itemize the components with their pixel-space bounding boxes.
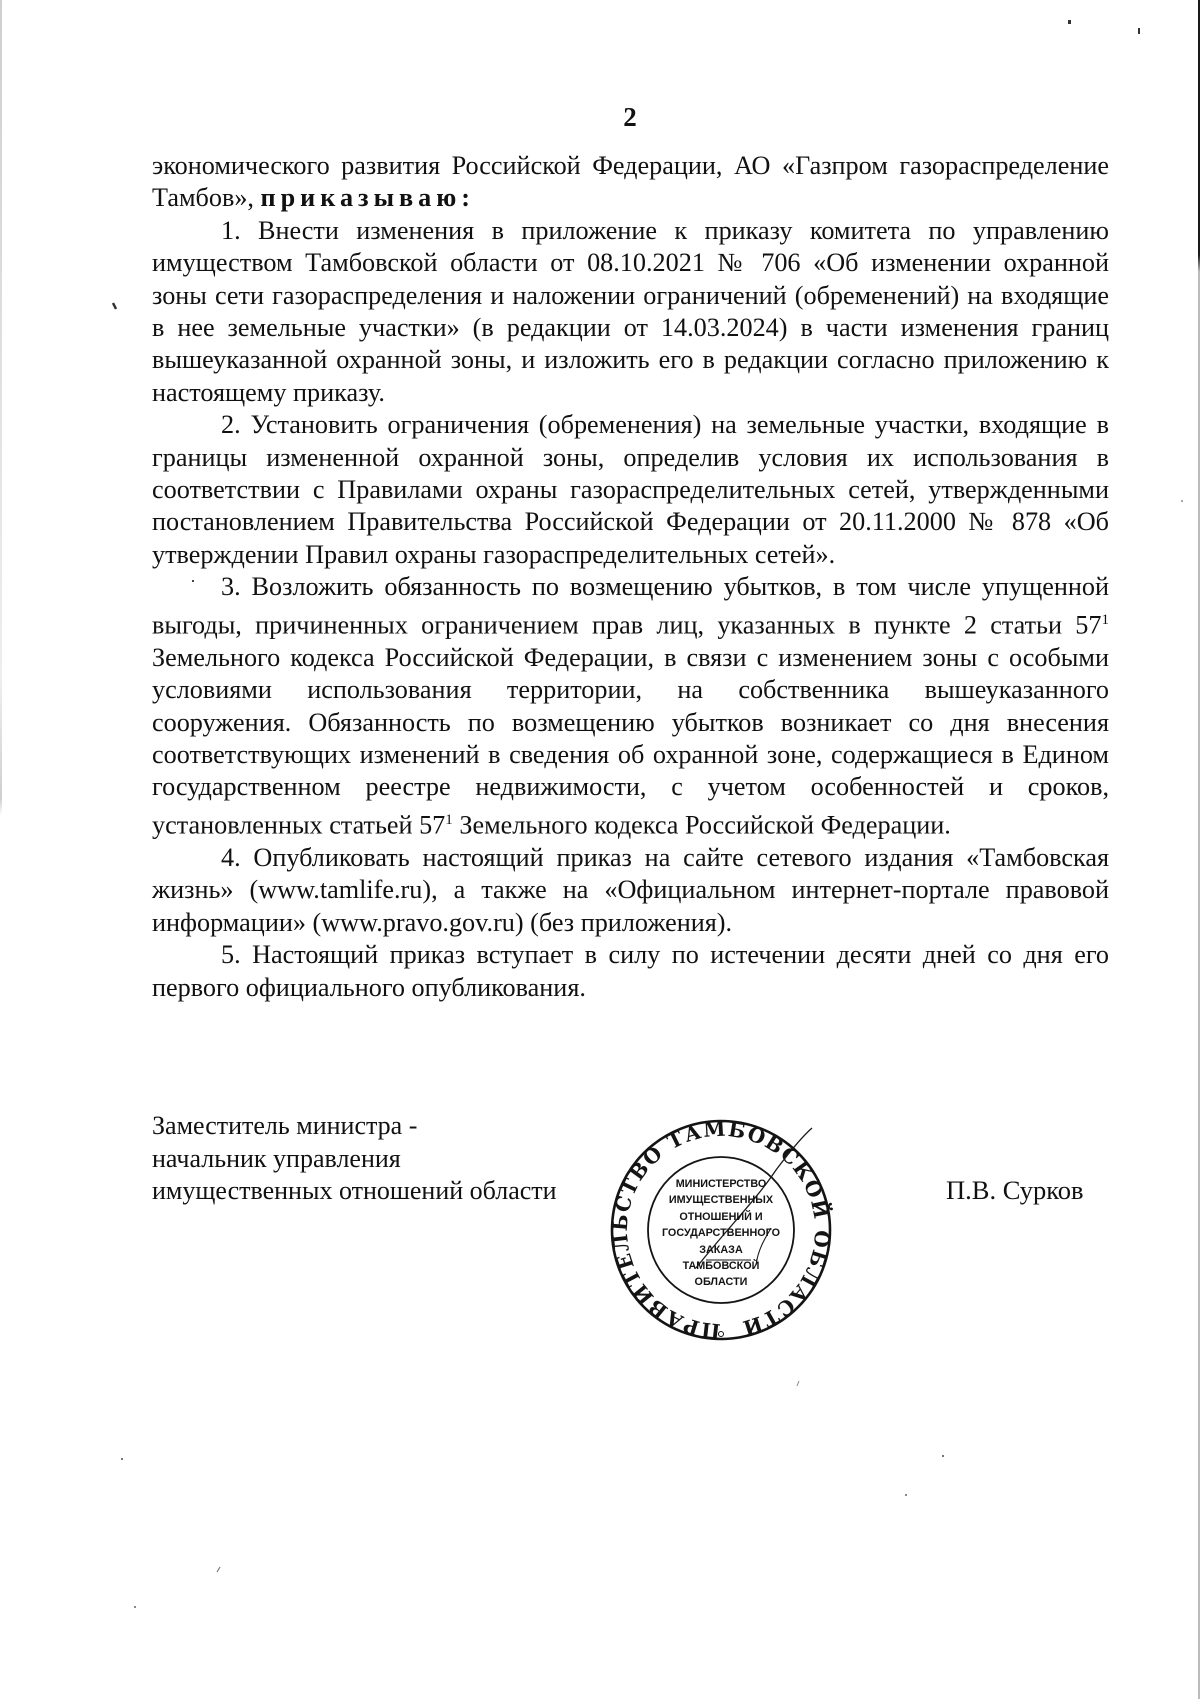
- seal-line-3: ОТНОШЕНИЙ И: [679, 1210, 763, 1223]
- signatory-name: П.В. Сурков: [946, 1175, 1084, 1205]
- order-command: приказываю: [260, 183, 462, 213]
- seal-ring-text: ПРАВИТЕЛЬСТВО ТАМБОВСКОЙ ОБЛАСТИ: [607, 1116, 835, 1344]
- seal-line-4: ГОСУДАРСТВЕННОГО: [661, 1227, 781, 1240]
- seal-line-2: ИМУЩЕСТВЕННЫХ: [668, 1194, 774, 1207]
- seal-line-5: ЗАКАЗА: [699, 1243, 743, 1256]
- signatory-position: [152, 1110, 612, 1208]
- intro-paragraph: [152, 150, 1109, 215]
- order-command-colon: :: [461, 183, 475, 213]
- seal-line-7: ОБЛАСТИ: [694, 1276, 748, 1289]
- position-line-1: Заместитель министра -: [152, 1111, 418, 1140]
- position-line-3: имущественных отношений области: [152, 1176, 557, 1205]
- order-item-3-part-3: Земельного кодекса Российской Федерации.: [452, 810, 951, 840]
- intro-text: экономического развития Российской Федерации, АО «Газпром газораспределение Тамбов»,: [152, 151, 1109, 213]
- page-number: 2: [623, 102, 637, 132]
- seal-line-6: ТАМБОВСКОЙ: [682, 1260, 760, 1273]
- seal-line-1: МИНИСТЕРСТВО: [675, 1178, 767, 1190]
- article-superscript: 1: [1101, 611, 1109, 628]
- seal-inner-text: [606, 1176, 836, 1291]
- order-item-3: [152, 571, 1109, 842]
- order-item-3-part-2: Земельного кодекса Российской Федерации, в связи с изменением зоны с особыми условиями использования территории, на собственника вышеуказанного сооружения. Обязанность по возмещению убытков возникает со дня внесения соответствующих изменений в сведения об охранной зоне, содержащиеся в Едином государственном реестре недвижимости, с учетом особенностей и сроков, установленных статьей 57: [152, 642, 1109, 840]
- order-item-2: 2. Установить ограничения (обременения) на земельные участки, входящие в границы измененной охранной зоны, определив условия их использования в соответствии с Правилами охраны газораспределительных сетей, утвержденными постановлением Правительства Российской Федерации от 20.11.2000 № 878 «Об утверждении Правил охраны газораспределительных сетей».: [152, 410, 1109, 569]
- article-superscript: 1: [445, 811, 453, 828]
- position-line-2: начальник управления: [152, 1143, 401, 1173]
- order-item-1: 1. Внести изменения в приложение к приказу комитета по управлению имуществом Тамбовской области от 08.10.2021 № 706 «Об изменении охранной зоны сети газораспределения и наложении ограничений (обременений) на входящие в нее земельные участки» (в редакции от 14.03.2024) в части изменения границ вышеуказанной охранной зоны, и изложить его в редакции согласно приложению к настоящему приказу.: [152, 215, 1109, 407]
- order-item-3-part-1: 3. Возложить обязанность по возмещению убытков, в том числе упущенной выгоды, причиненных ограничением прав лиц, указанных в пункте 2 статьи 57: [152, 572, 1109, 640]
- official-seal: [606, 1110, 836, 1346]
- order-item-4: 4. Опубликовать настоящий приказ на сайте сетевого издания «Тамбовская жизнь» (www.tamlife.ru), а также на «Официальном интернет-портале правовой информации» (www.pravo.gov.ru) (без приложения).: [152, 843, 1109, 937]
- order-body: [152, 150, 1109, 1004]
- order-item-5: 5. Настоящий приказ вступает в силу по истечении десяти дней со дня его первого официального опубликования.: [152, 940, 1109, 1002]
